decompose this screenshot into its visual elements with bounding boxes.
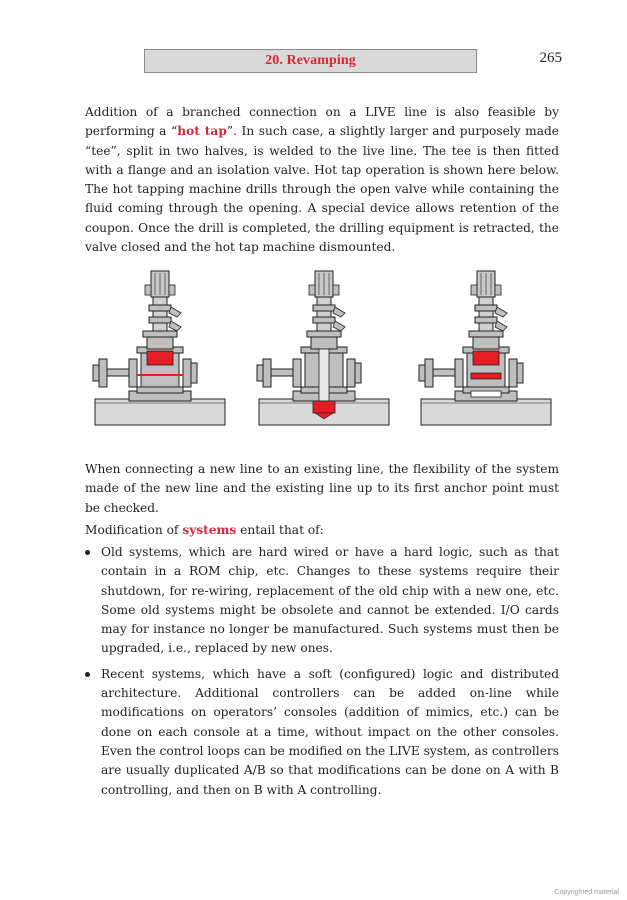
chapter-title: 20. Revamping: [265, 53, 356, 68]
list-item-text: Recent systems, which have a soft (configured) logic and distributed architecture. Additional controllers can be added on-line while modifications on operators’ consoles (addition of mimics, etc.) can be done on each console at a time, without impact on the other consoles. Even the control loops can be modified on the LIVE system, as controllers are usually duplicated A/B so that modifications can be done on A with B controlling, and then on B with A controlling.: [101, 666, 559, 797]
paragraph-text: entail that of:: [236, 523, 324, 537]
paragraph-text: Modification of: [85, 523, 183, 537]
paragraph-text: ”. In such case, a slightly larger and purposely made “tee”, split in two halves, is welded to the live line. The tee is then fitted with a flange and an isolation valve. Hot tap operation is shown here below. The hot tapping machine drills through the open valve while containing the fluid coming through the opening. A special device allows retention of the coupon. Once the drill is completed, the drilling equipment is retracted, the valve closed and the hot tap machine dismounted.: [85, 124, 559, 255]
list-item: [85, 665, 559, 800]
hot-tap-figure: [85, 267, 559, 437]
paragraph-flexibility: When connecting a new line to an existing line, the flexibility of the system made of the new line and the existing line up to its first anchor point must be checked.: [85, 462, 559, 515]
systems-term: systems: [182, 523, 237, 537]
chapter-header-bar: [144, 49, 477, 73]
paragraph-text: Addition of a branched connection on a LIVE line is also feasible by performing a “: [85, 105, 559, 139]
page-number: 265: [539, 50, 562, 66]
hot-tap-term: hot tap: [177, 124, 227, 139]
paragraph-hot-tap: [85, 103, 559, 257]
bullet-icon: [85, 672, 90, 677]
hot-tap-stage-3: [419, 271, 551, 425]
list-item-text: Old systems, which are hard wired or have a hard logic, such as that contain in a ROM chip, etc. Changes to these systems require their shutdown, for re-wiring, replacement of the old chip with a new one, etc. Some old systems might be obsolete and cannot be extended. I/O cards may for instance no longer be manufactured. Such systems must then be upgraded, i.e., replaced by new ones.: [101, 545, 559, 656]
systems-bullet-list: [85, 543, 559, 806]
bullet-icon: [85, 550, 90, 555]
list-item: [85, 543, 559, 659]
hot-tap-stage-1: [93, 271, 225, 425]
hot-tap-stage-2: [257, 271, 389, 425]
paragraph-systems-intro: [85, 521, 559, 540]
copyright-notice: Copyrighted material: [554, 889, 619, 896]
